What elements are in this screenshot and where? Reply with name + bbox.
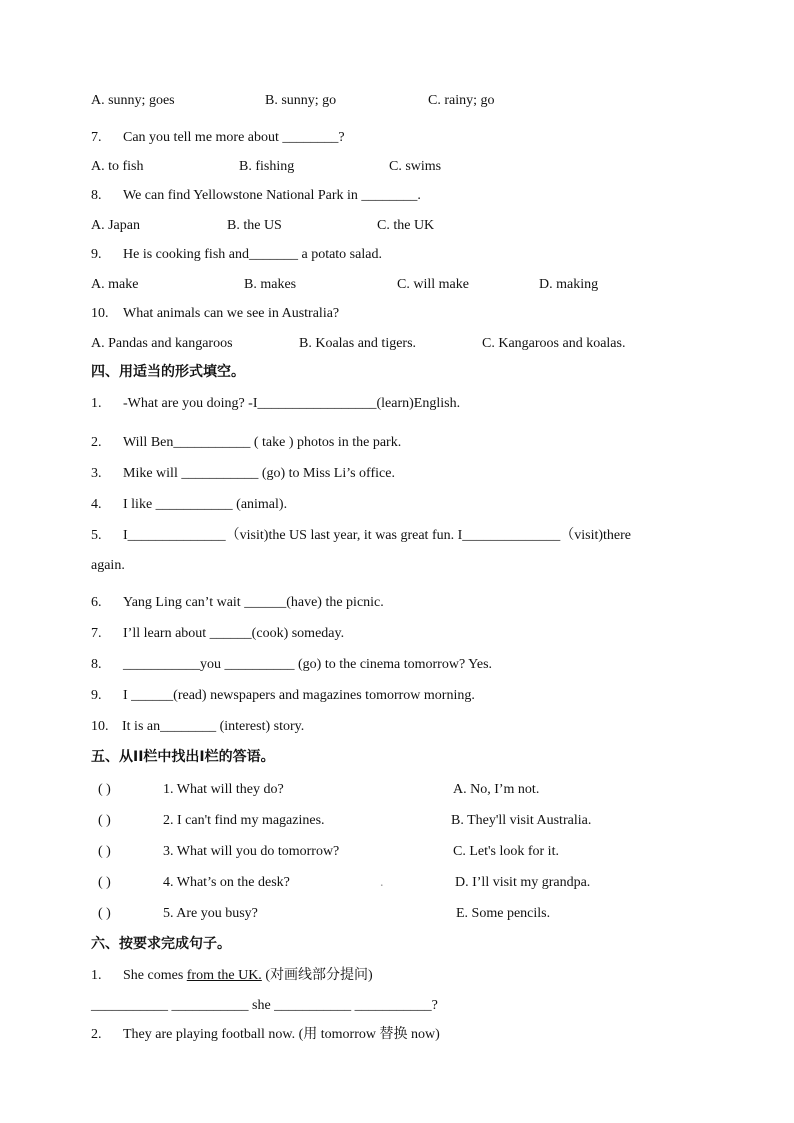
q7-option-a: A. to fish xyxy=(91,159,144,174)
q6-option-a: A. sunny; goes xyxy=(91,93,175,108)
q9-option-b: B. makes xyxy=(244,277,297,292)
q10-option-a: A. Pandas and kangaroos xyxy=(91,336,233,351)
q9-option-c: C. will make xyxy=(397,277,469,292)
s6-q1-answer-line: ___________ ___________ she ___________ ___________? xyxy=(91,998,438,1013)
s4-item-10-number: 10. xyxy=(91,719,109,734)
s6-q2-number: 2. xyxy=(91,1027,102,1042)
s5-row-4-question: 4. What’s on the desk? xyxy=(163,875,290,890)
s6-q2-text: They are playing football now. (用 tomorrow 替换 now) xyxy=(123,1027,440,1042)
s5-row-1-question: 1. What will they do? xyxy=(163,782,284,797)
q6-option-c: C. rainy; go xyxy=(428,93,495,108)
s5-row-4-answer: D. I’ll visit my grandpa. xyxy=(455,875,591,890)
s4-item-5-continuation: again. xyxy=(91,558,125,573)
section-6-heading: 六、按要求完成句子。 xyxy=(91,936,231,952)
s6-q1-underlined: from the UK. xyxy=(186,968,262,983)
q8-option-a: A. Japan xyxy=(91,218,140,233)
s5-row-5-answer: E. Some pencils. xyxy=(456,906,551,921)
s4-item-5-number: 5. xyxy=(91,528,102,543)
s5-row-5-question: 5. Are you busy? xyxy=(163,906,258,921)
s5-stray-mark: . xyxy=(380,875,384,890)
q7-number: 7. xyxy=(91,130,102,145)
q7-option-b: B. fishing xyxy=(239,159,295,174)
s4-item-6-text: Yang Ling can’t wait ______(have) the picnic. xyxy=(123,595,384,610)
s4-item-4-number: 4. xyxy=(91,497,102,512)
s4-item-1-number: 1. xyxy=(91,396,102,411)
s4-item-6-number: 6. xyxy=(91,595,102,610)
s5-row-2-paren: ( ) xyxy=(98,813,111,828)
s4-item-1-text: -What are you doing? -I_________________(learn)English. xyxy=(123,396,461,411)
s6-q1-instruction: (对画线部分提问) xyxy=(261,968,373,983)
q9-option-a: A. make xyxy=(91,277,139,292)
q7-option-c: C. swims xyxy=(389,159,442,174)
section-5-heading: 五、从II栏中找出I栏的答语。 xyxy=(91,749,275,765)
s4-item-3-number: 3. xyxy=(91,466,102,481)
s4-item-2-text: Will Ben___________ ( take ) photos in the park. xyxy=(123,435,402,450)
s4-item-10-text: It is an________ (interest) story. xyxy=(122,719,305,734)
s5-row-5-paren: ( ) xyxy=(98,906,111,921)
s5-row-2-question: 2. I can't find my magazines. xyxy=(163,813,325,828)
s4-item-2-number: 2. xyxy=(91,435,102,450)
s6-q1-number: 1. xyxy=(91,968,102,983)
s4-item-9-text: I ______(read) newspapers and magazines tomorrow morning. xyxy=(123,688,475,703)
q8-number: 8. xyxy=(91,188,102,203)
q9-number: 9. xyxy=(91,247,102,262)
s4-item-4-text: I like ___________ (animal). xyxy=(123,497,288,512)
s5-row-2-answer: B. They'll visit Australia. xyxy=(451,813,592,828)
q10-option-b: B. Koalas and tigers. xyxy=(299,336,417,351)
s5-row-3-answer: C. Let's look for it. xyxy=(453,844,559,859)
q8-option-b: B. the US xyxy=(227,218,282,233)
q8-text: We can find Yellowstone National Park in ________. xyxy=(123,188,421,203)
s4-item-9-number: 9. xyxy=(91,688,102,703)
s5-row-1-answer: A. No, I’m not. xyxy=(453,782,540,797)
q10-number: 10. xyxy=(91,306,109,321)
s6-q1-text xyxy=(123,968,373,984)
q8-option-c: C. the UK xyxy=(377,218,435,233)
s6-q1-pre: She comes xyxy=(123,968,187,983)
s5-row-1-paren: ( ) xyxy=(98,782,111,797)
s4-item-5-text: I______________（visit)the US last year, it was great fun. I______________（visit)there xyxy=(123,528,632,543)
s4-item-8-text: ___________you __________ (go) to the cinema tomorrow? Yes. xyxy=(123,657,493,672)
q9-text: He is cooking fish and_______ a potato salad. xyxy=(123,247,382,262)
q6-option-b: B. sunny; go xyxy=(265,93,337,108)
q10-text: What animals can we see in Australia? xyxy=(123,306,340,321)
s4-item-7-text: I’ll learn about ______(cook) someday. xyxy=(123,626,345,641)
q9-option-d: D. making xyxy=(539,277,599,292)
s4-item-8-number: 8. xyxy=(91,657,102,672)
section-4-heading: 四、用适当的形式填空。 xyxy=(91,364,245,380)
s4-item-7-number: 7. xyxy=(91,626,102,641)
s5-row-3-paren: ( ) xyxy=(98,844,111,859)
q7-text: Can you tell me more about ________? xyxy=(123,130,345,145)
q10-option-c: C. Kangaroos and koalas. xyxy=(482,336,626,351)
s5-row-3-question: 3. What will you do tomorrow? xyxy=(163,844,340,859)
s4-item-3-text: Mike will ___________ (go) to Miss Li’s office. xyxy=(123,466,395,481)
s5-row-4-paren: ( ) xyxy=(98,875,111,890)
